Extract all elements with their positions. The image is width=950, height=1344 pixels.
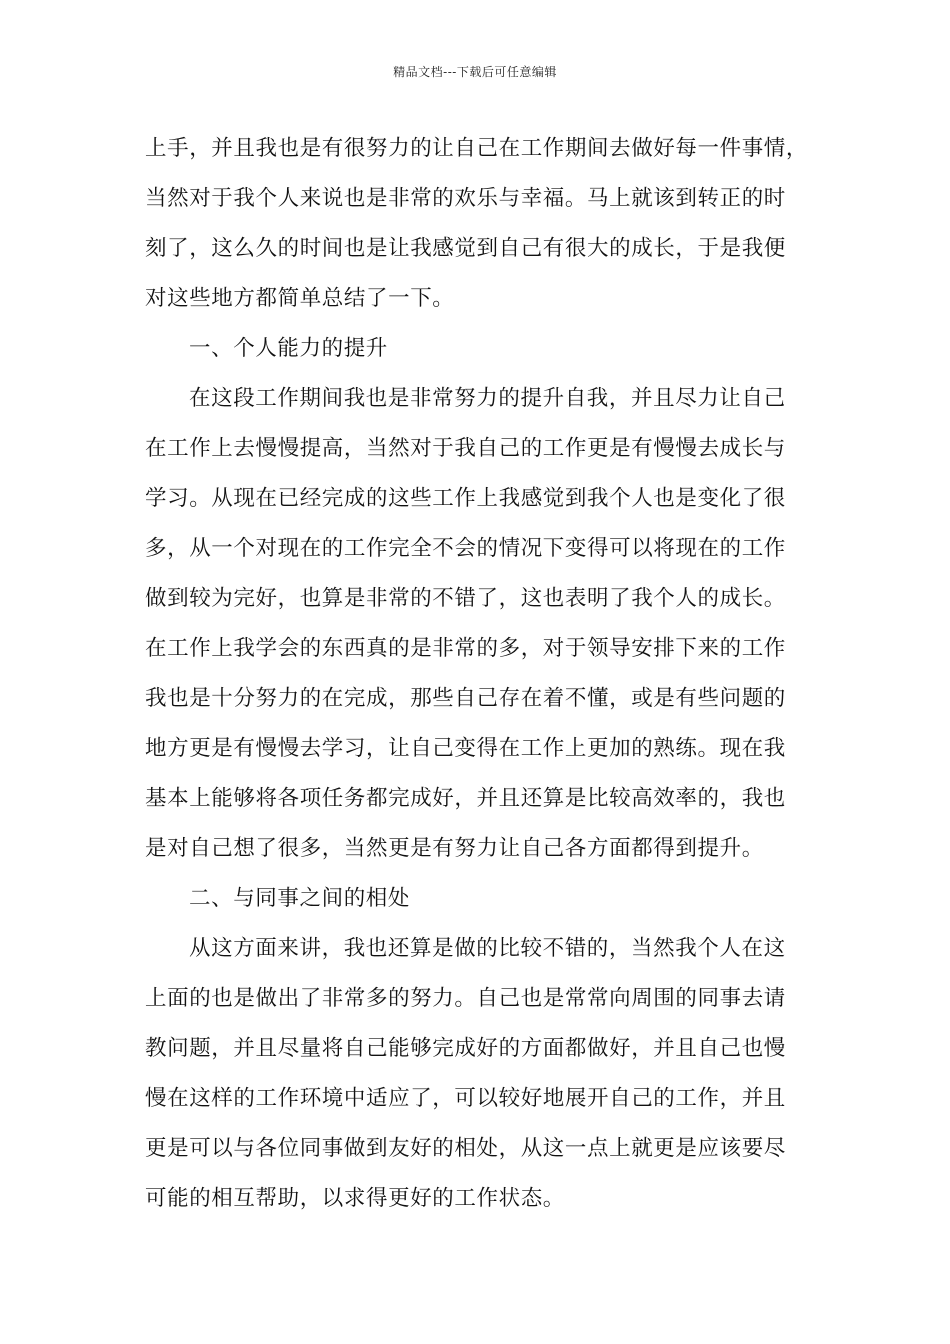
text-line: 是对自己想了很多，当然更是有努力让自己各方面都得到提升。 — [145, 836, 764, 861]
text-line: 当然对于我个人来说也是非常的欢乐与幸福。马上就该到转正的时 — [145, 186, 786, 211]
text-line: 学习。从现在已经完成的这些工作上我感觉到我个人也是变化了很 — [145, 486, 786, 511]
text-line: 从这方面来讲，我也还算是做的比较不错的，当然我个人在这 — [189, 936, 786, 961]
text-line: 多，从一个对现在的工作完全不会的情况下变得可以将现在的工作 — [145, 536, 786, 561]
text-line: 慢在这样的工作环境中适应了，可以较好地展开自己的工作，并且 — [145, 1086, 786, 1111]
text-line: 基本上能够将各项任务都完成好，并且还算是比较高效率的，我也 — [145, 786, 786, 811]
text-line: 上面的也是做出了非常多的努力。自己也是常常向周围的同事去请 — [145, 986, 786, 1011]
text-line: 在这段工作期间我也是非常努力的提升自我，并且尽力让自己 — [189, 386, 786, 411]
text-line: 更是可以与各位同事做到友好的相处，从这一点上就更是应该要尽 — [145, 1136, 786, 1161]
section-heading: 二、与同事之间的相处 — [189, 886, 411, 911]
text-line: 地方更是有慢慢去学习，让自己变得在工作上更加的熟练。现在我 — [145, 736, 786, 761]
text-line: 在工作上去慢慢提高，当然对于我自己的工作更是有慢慢去成长与 — [145, 436, 786, 461]
text-line: 在工作上我学会的东西真的是非常的多，对于领导安排下来的工作 — [145, 636, 786, 661]
text-line: 教问题，并且尽量将自己能够完成好的方面都做好，并且自己也慢 — [145, 1036, 786, 1061]
text-line: 上手，并且我也是有很努力的让自己在工作期间去做好每一件事情， — [145, 136, 809, 161]
document-body — [145, 124, 811, 1224]
text-line: 我也是十分努力的在完成，那些自己存在着不懂，或是有些问题的 — [145, 686, 786, 711]
text-line: 可能的相互帮助，以求得更好的工作状态。 — [145, 1186, 565, 1211]
text-line: 刻了，这么久的时间也是让我感觉到自己有很大的成长，于是我便 — [145, 236, 786, 261]
text-line: 对这些地方都简单总结了一下。 — [145, 286, 455, 311]
text-line: 做到较为完好，也算是非常的不错了，这也表明了我个人的成长。 — [145, 586, 786, 611]
page-header: 精品文档---下载后可任意编辑 — [393, 65, 557, 79]
section-heading: 一、个人能力的提升 — [189, 336, 388, 361]
